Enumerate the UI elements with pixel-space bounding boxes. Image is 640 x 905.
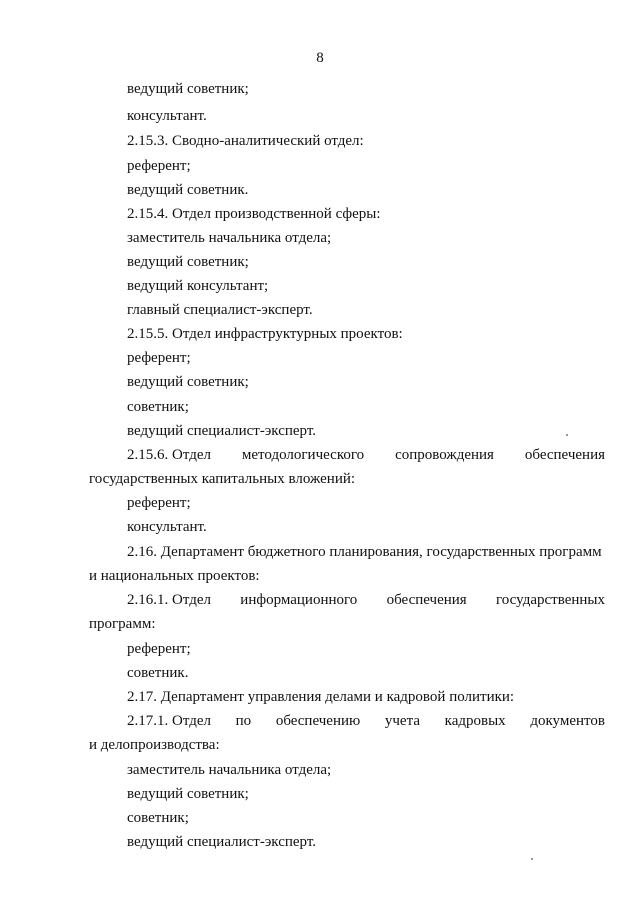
text-line: референт; <box>127 158 191 174</box>
page-number: 8 <box>316 50 324 66</box>
text-line: ведущий советник; <box>127 81 249 97</box>
word: по <box>235 713 252 729</box>
text-line: ведущий консультант; <box>127 278 269 294</box>
word: обеспечения <box>386 592 467 608</box>
word: 2.17.1. Отдел <box>127 713 211 729</box>
text-line: референт; <box>127 641 191 657</box>
word: учета <box>384 713 420 729</box>
text-line: ведущий специалист-эксперт. <box>127 423 317 439</box>
section-heading: 2.15.5. Отдел инфраструктурных проектов: <box>127 326 403 342</box>
text-line: ведущий советник; <box>127 786 249 802</box>
word: информационного <box>240 592 358 608</box>
text-line: референт; <box>127 495 191 511</box>
section-heading-continuation: и национальных проектов: <box>89 568 260 584</box>
text-line: ведущий советник; <box>127 254 249 270</box>
section-heading: 2.17. Департамент управления делами и кадровой политики: <box>127 689 515 705</box>
text-line: консультант. <box>127 108 207 124</box>
text-line: советник. <box>127 665 189 681</box>
text-line: ведущий специалист-эксперт. <box>127 834 317 850</box>
text-line: советник; <box>127 810 189 826</box>
text-line: ведущий советник. <box>127 182 249 198</box>
section-heading-justified <box>127 446 605 464</box>
word: кадровых <box>444 713 506 729</box>
text-line: заместитель начальника отдела; <box>127 230 332 246</box>
word: методологического <box>241 447 365 463</box>
word: государственных <box>496 592 605 608</box>
section-heading: 2.15.3. Сводно-аналитический отдел: <box>127 133 364 149</box>
text-line: заместитель начальника отдела; <box>127 762 332 778</box>
section-heading: 2.16. Департамент бюджетного планирования, государственных программ <box>127 544 602 560</box>
section-heading-continuation: государственных капитальных вложений: <box>89 471 356 487</box>
text-line: ведущий советник; <box>127 374 249 390</box>
word: документов <box>530 713 605 729</box>
section-heading-continuation: программ: <box>89 616 156 632</box>
word: обеспечения <box>524 447 605 463</box>
word: 2.16.1. Отдел <box>127 592 211 608</box>
word: обеспечению <box>275 713 361 729</box>
text-line: главный специалист-эксперт. <box>127 302 313 318</box>
section-heading: 2.15.4. Отдел производственной сферы: <box>127 206 381 222</box>
scan-speck <box>566 434 568 436</box>
text-line: консультант. <box>127 519 207 535</box>
section-heading-continuation: и делопроизводства: <box>89 737 220 753</box>
section-heading-justified <box>127 712 605 730</box>
text-line: советник; <box>127 399 189 415</box>
scan-speck <box>531 858 533 860</box>
word: сопровождения <box>395 447 494 463</box>
word: 2.15.6. Отдел <box>127 447 211 463</box>
section-heading-justified <box>127 591 605 609</box>
text-line: референт; <box>127 350 191 366</box>
